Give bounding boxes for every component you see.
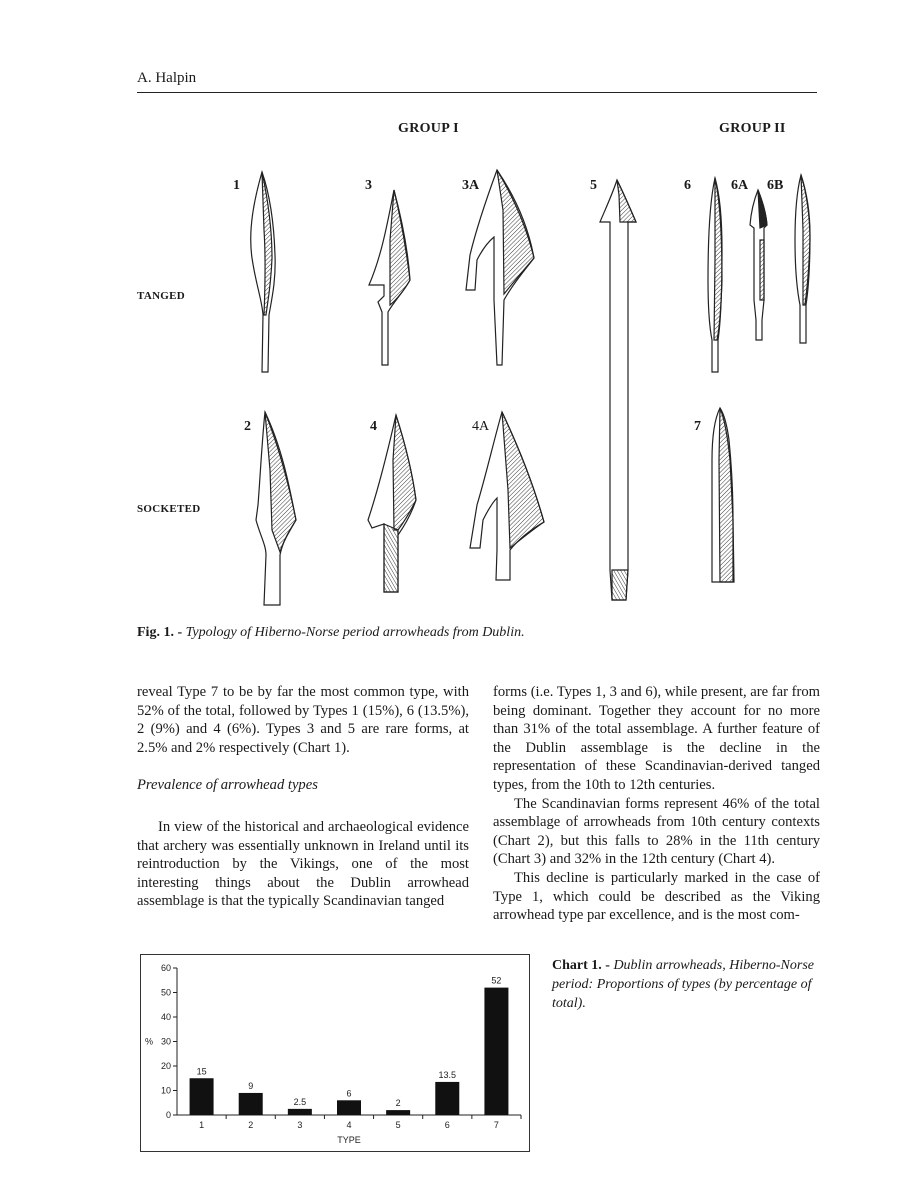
type-number-6: 6 (684, 178, 691, 193)
bar-type-3 (288, 1109, 312, 1115)
row-label-tanged: TANGED (137, 290, 186, 302)
bar-chart (141, 955, 529, 1151)
paragraph-right-1: forms (i.e. Types 1, 3 and 6), while present, are far from being dominant. Together they account for no more than 31% of the total assemblage. A further feature of the Dublin assemblage is the decline in the representation of these Scandinavian-derived tanged types, from the 10th to 12th centuries. (493, 684, 820, 793)
x-axis-label: TYPE (337, 1135, 361, 1145)
type-number-7: 7 (694, 419, 701, 434)
figure-caption-text: Typology of Hiberno-Norse period arrowheads from Dublin. (185, 625, 525, 640)
y-tick-label: 30 (160, 1036, 171, 1047)
y-tick-label: 10 (160, 1085, 171, 1096)
type-number-4: 4 (370, 419, 377, 434)
arrowhead-type-6 (708, 178, 722, 372)
paragraph-left-1: reveal Type 7 to be by far the most common type, with 52% of the total, followed by Types 1 (15%), 6 (13.5%), 2 (9%) and 4 (6%). Types 3 and 5 are rare forms, at 2.5% and 2% respectively (Chart 1). (137, 684, 469, 756)
chart-caption (552, 956, 824, 1013)
bar-value-label: 6 (346, 1088, 352, 1099)
x-tick-label: 2 (248, 1120, 254, 1130)
figure-caption (137, 625, 525, 641)
paragraph-right-2: The Scandinavian forms represent 46% of the total assemblage of arrowheads from 10th century contexts (Chart 2), but this falls to 28% in the 11th century (Chart 3) and 32% in the 12th century (Chart 4). (493, 795, 820, 868)
bar-type-7 (484, 988, 508, 1115)
row-label-socketed: SOCKETED (137, 503, 201, 515)
bar-value-label: 2 (395, 1098, 401, 1109)
figure-caption-prefix: Fig. 1. - (137, 625, 186, 640)
bar-value-label: 52 (491, 975, 502, 986)
arrowhead-type-4a (470, 412, 544, 580)
arrowhead-type-5 (600, 180, 636, 600)
y-axis-label: % (145, 1036, 154, 1047)
bar-type-2 (239, 1093, 263, 1115)
bar-value-label: 15 (196, 1066, 207, 1077)
type-number-5: 5 (590, 178, 597, 193)
bar-value-label: 13.5 (438, 1069, 457, 1080)
arrowhead-type-7 (712, 408, 734, 582)
running-head: A. Halpin (137, 70, 197, 86)
x-tick-label: 5 (395, 1120, 401, 1130)
type-number-3: 3 (365, 178, 372, 193)
chart-frame (140, 954, 530, 1152)
arrowhead-type-6a (750, 190, 767, 340)
text-column-right (493, 683, 820, 925)
y-tick-label: 50 (160, 987, 171, 998)
arrowhead-type-4 (368, 415, 416, 592)
x-tick-label: 1 (199, 1120, 205, 1130)
paragraph-right-3: This decline is particularly marked in the case of Type 1, which could be described as the Viking arrowhead type par excellence, and is the most com- (493, 869, 820, 924)
x-tick-label: 6 (444, 1120, 450, 1130)
type-number-2: 2 (244, 419, 251, 434)
text-column-left (137, 683, 469, 911)
type-number-6b: 6B (767, 178, 784, 193)
x-tick-label: 3 (297, 1120, 303, 1130)
bar-value-label: 9 (248, 1080, 254, 1091)
arrowhead-type-3a (466, 170, 534, 365)
section-heading: Prevalence of arrowhead types (137, 777, 318, 794)
chart-caption-text: Dublin arrowheads, Hiberno-Norse period: Proportions of types (by percentage of total). (552, 958, 814, 1011)
type-number-4a: 4A (472, 419, 490, 434)
bar-value-label: 2.5 (293, 1096, 307, 1107)
bar-type-5 (386, 1110, 410, 1115)
bar-type-1 (190, 1078, 214, 1115)
y-tick-label: 40 (160, 1012, 171, 1022)
arrowhead-type-2 (256, 412, 296, 605)
group-ii-label: GROUP II (719, 121, 786, 136)
bar-type-4 (337, 1100, 361, 1115)
y-tick-label: 0 (165, 1110, 171, 1120)
arrowhead-type-1 (251, 172, 275, 372)
x-tick-label: 4 (346, 1120, 352, 1130)
bar-type-6 (435, 1082, 459, 1115)
type-number-3a: 3A (462, 178, 480, 193)
chart-caption-prefix: Chart 1. - (552, 958, 614, 973)
arrowhead-type-6b (795, 175, 810, 343)
x-tick-label: 7 (493, 1120, 499, 1130)
y-tick-label: 20 (160, 1061, 171, 1071)
arrowhead-type-3 (369, 190, 410, 365)
y-tick-label: 60 (160, 963, 171, 973)
group-i-label: GROUP I (398, 121, 459, 136)
type-number-6a: 6A (731, 178, 749, 193)
type-number-1: 1 (233, 178, 240, 193)
paragraph-left-2: In view of the historical and archaeological evidence that archery was essentially unknown in Ireland until its reintroduction by the Vikings, one of the most interesting things about the Dublin arrowhead assemblage is that the typically Scandinavian tanged (137, 818, 469, 910)
